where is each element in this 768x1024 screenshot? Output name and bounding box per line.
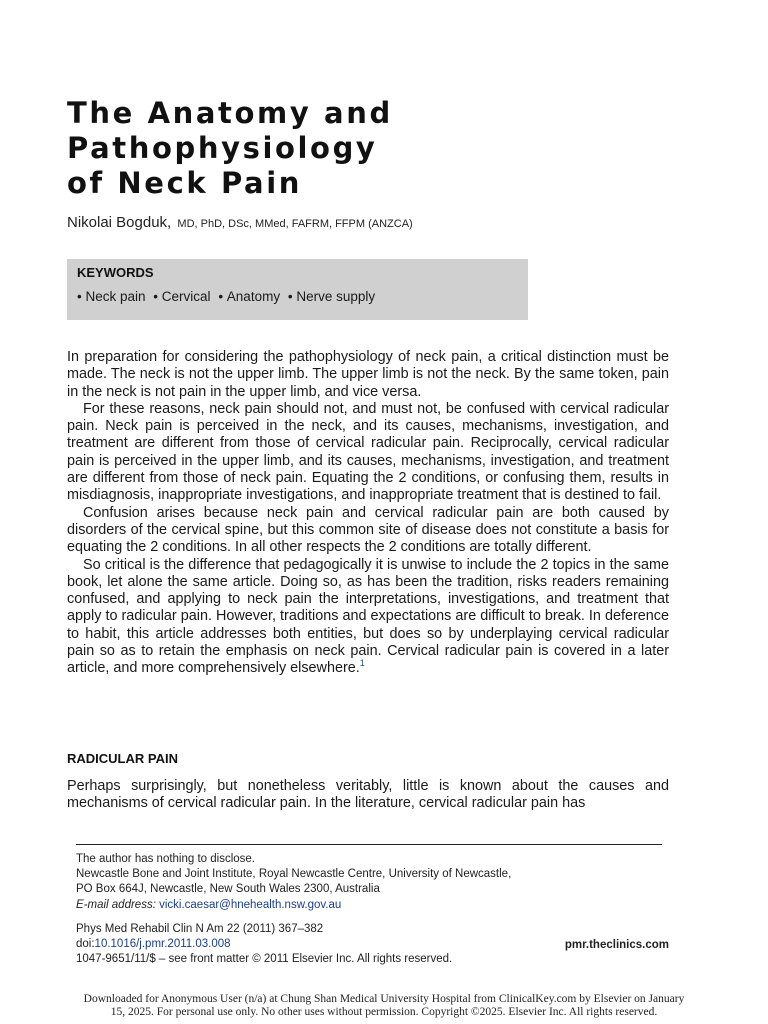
email-line: [76, 898, 666, 913]
email-label: E-mail address:: [76, 898, 156, 911]
author-name: Nikolai Bogduk,: [67, 214, 172, 231]
article-body: [67, 349, 669, 678]
section-heading-radicular-pain: RADICULAR PAIN: [67, 751, 178, 766]
body-paragraph-2: For these reasons, neck pain should not, and must not, be confused with cervical radicular pain. Neck pain is perceived in the neck, and its causes, mechanisms, investigation, and treatment are different from those of cervical radicular pain. Reciprocally, cervical radicular pain is perceived in the upper limb, and its causes, mechanisms, investigation, and treatment are different from those of neck pain. Equating the 2 conditions, or confusing them, results in misdiagnosis, inappropriate investigations, and inappropriate treatment that is destined to fail.: [67, 400, 669, 504]
keywords-list: [77, 289, 518, 304]
disclosure-note: The author has nothing to disclose.: [76, 853, 256, 865]
journal-citation: Phys Med Rehabil Clin N Am 22 (2011) 367–382: [76, 923, 324, 935]
download-notice-line-1: Downloaded for Anonymous User (n/a) at Chung Shan Medical University Hospital from ClinicalKey.com by Elsevier on January: [83, 993, 685, 1005]
issn-copyright-line: 1047-9651/11/$ – see front matter © 2011 Elsevier Inc. All rights reserved.: [76, 953, 453, 966]
affiliation-line-1: Newcastle Bone and Joint Institute, Royal Newcastle Centre, University of Newcastle,: [76, 868, 512, 881]
body-paragraph-3: Confusion arises because neck pain and cervical radicular pain are both caused by disorders of the cervical spine, but this common site of disease does not constitute a basis for equating the 2 conditions. In all other respects the 2 conditions are totally different.: [67, 504, 669, 556]
reference-link-1[interactable]: 1: [359, 658, 365, 669]
author-line: [67, 214, 413, 231]
body-paragraph-4: [67, 557, 669, 678]
keyword-item: • Nerve supply: [288, 289, 375, 304]
keyword-item: • Anatomy: [218, 289, 280, 304]
keyword-item: • Cervical: [153, 289, 210, 304]
author-credentials: MD, PhD, DSc, MMed, FAFRM, FFPM (ANZCA): [177, 218, 413, 230]
title-line-2: Pathophysiology: [67, 131, 378, 166]
title-line-3: of Neck Pain: [67, 166, 302, 201]
journal-website[interactable]: pmr.theclinics.com: [564, 939, 669, 951]
body-paragraph-1: In preparation for considering the pathophysiology of neck pain, a critical distinction must be made. The neck is not the upper limb. The upper limb is not the neck. By the same token, pain in the neck is not pain in the upper limb, and vice versa.: [67, 349, 669, 400]
keyword-item: • Neck pain: [77, 289, 146, 304]
doi-link[interactable]: 10.1016/j.pmr.2011.03.008: [94, 938, 231, 951]
email-link[interactable]: vicki.caesar@hnehealth.nsw.gov.au: [159, 898, 342, 911]
section-paragraph: Perhaps surprisingly, but nonetheless veritably, little is known about the causes and mechanisms of cervical radicular pain. In the literature, cervical radicular pain has: [67, 778, 669, 812]
footnote-block: [76, 852, 666, 913]
keywords-heading: KEYWORDS: [77, 265, 154, 280]
title-line-1: The Anatomy and: [67, 96, 393, 131]
doi-label: doi:: [76, 938, 95, 951]
footnote-divider: [76, 844, 662, 845]
article-title: [67, 96, 687, 201]
keywords-box: [67, 259, 528, 320]
download-notice: [40, 993, 728, 1019]
download-notice-line-2: 15, 2025. For personal use only. No other uses without permission. Copyright ©2025. Elsevier Inc. All rights reserved.: [110, 1006, 658, 1018]
body-paragraph-4-text: So critical is the difference that pedagogically it is unwise to include the 2 topics in the same book, let alone the same article. Doing so, as has been the tradition, risks readers remaining confused, and applying to neck pain the interpretations, investigations, and treatment that apply to radicular pain. However, traditions and expectations are difficult to break. In deference to habit, this article addresses both entities, but does so by underplaying cervical radicular pain so as to retain the emphasis on neck pain. Cervical radicular pain is covered in a later article, and more comprehensively elsewhere.: [67, 556, 669, 677]
affiliation-line-2: PO Box 664J, Newcastle, New South Wales 2300, Australia: [76, 883, 380, 896]
